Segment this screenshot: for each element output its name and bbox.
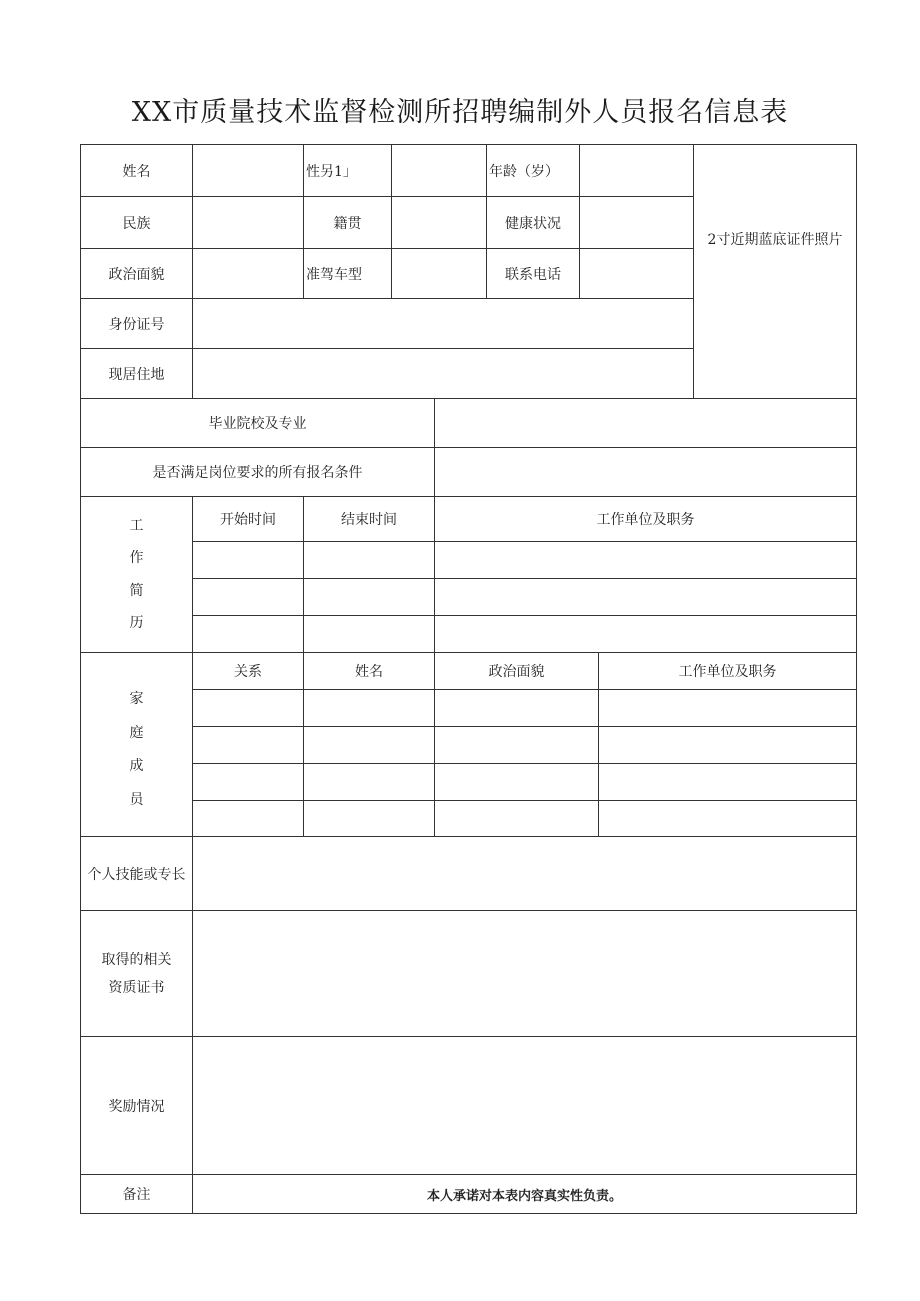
- eligibility-label: 是否满足岗位要求的所有报名条件: [80, 447, 435, 497]
- remarks-label: 备注: [80, 1174, 193, 1214]
- political-label: 政治面貌: [80, 248, 193, 299]
- family-relation-cell[interactable]: [192, 726, 304, 764]
- family-employer-cell[interactable]: [598, 726, 857, 764]
- license-label: 准驾车型: [303, 248, 392, 299]
- family-header-political: 政治面貌: [434, 652, 599, 690]
- work-employer-cell[interactable]: [434, 615, 857, 653]
- photo-box[interactable]: [693, 144, 857, 399]
- phone-label: 联系电话: [486, 248, 580, 299]
- family-char: 庭: [129, 724, 144, 741]
- skills-field[interactable]: [192, 836, 857, 911]
- work-header-end: 结束时间: [303, 496, 435, 542]
- certificates-label: [80, 910, 193, 1037]
- family-relation-cell[interactable]: [192, 689, 304, 727]
- family-header-name: 姓名: [303, 652, 435, 690]
- age-field[interactable]: [579, 144, 694, 197]
- family-char: 成: [129, 758, 144, 775]
- work-char: 历: [129, 614, 144, 631]
- id-field[interactable]: [192, 298, 694, 349]
- gender-label: 性另1」: [303, 144, 392, 197]
- work-start-cell[interactable]: [192, 615, 304, 653]
- work-char: 简: [129, 582, 144, 599]
- age-label: 年龄（岁）: [486, 144, 580, 197]
- photo-label: 2寸近期蓝底证件照片: [707, 232, 843, 248]
- form-title: XX市质量技术监督检测所招聘编制外人员报名信息表: [131, 97, 789, 128]
- work-end-cell[interactable]: [303, 578, 435, 616]
- work-end-cell[interactable]: [303, 615, 435, 653]
- health-label: 健康状况: [486, 196, 580, 249]
- name-label: 姓名: [80, 144, 193, 197]
- family-political-cell[interactable]: [434, 689, 599, 727]
- phone-field[interactable]: [579, 248, 694, 299]
- native-place-field[interactable]: [391, 196, 487, 249]
- work-start-cell[interactable]: [192, 578, 304, 616]
- family-header-relation: 关系: [192, 652, 304, 690]
- family-relation-cell[interactable]: [192, 763, 304, 801]
- political-field[interactable]: [192, 248, 304, 299]
- work-employer-cell[interactable]: [434, 541, 857, 579]
- family-name-cell[interactable]: [303, 689, 435, 727]
- ethnicity-label: 民族: [80, 196, 193, 249]
- health-field[interactable]: [579, 196, 694, 249]
- name-field[interactable]: [192, 144, 304, 197]
- family-char: 家: [129, 691, 144, 708]
- license-field[interactable]: [391, 248, 487, 299]
- work-char: 工: [129, 518, 144, 535]
- family-name-cell[interactable]: [303, 763, 435, 801]
- certificates-field[interactable]: [192, 910, 857, 1037]
- family-relation-cell[interactable]: [192, 800, 304, 837]
- family-name-cell[interactable]: [303, 726, 435, 764]
- school-label: 毕业院校及专业: [80, 398, 435, 448]
- work-start-cell[interactable]: [192, 541, 304, 579]
- family-employer-cell[interactable]: [598, 689, 857, 727]
- ethnicity-field[interactable]: [192, 196, 304, 249]
- family-header-employer: 工作单位及职务: [598, 652, 857, 690]
- family-political-cell[interactable]: [434, 800, 599, 837]
- family-char: 员: [129, 791, 144, 808]
- family-section-label: [80, 652, 193, 837]
- work-header-employer: 工作单位及职务: [434, 496, 857, 542]
- address-label: 现居住地: [80, 348, 193, 399]
- gender-field[interactable]: [391, 144, 487, 197]
- eligibility-field[interactable]: [434, 447, 857, 497]
- awards-label: 奖励情况: [80, 1036, 193, 1175]
- certificates-label-line: 资质证书: [108, 979, 165, 996]
- school-field[interactable]: [434, 398, 857, 448]
- family-employer-cell[interactable]: [598, 763, 857, 801]
- certificates-label-line: 取得的相关: [101, 951, 172, 968]
- awards-field[interactable]: [192, 1036, 857, 1175]
- work-char: 作: [129, 550, 144, 567]
- work-history-section-label: [80, 496, 193, 653]
- family-political-cell[interactable]: [434, 726, 599, 764]
- work-end-cell[interactable]: [303, 541, 435, 579]
- family-employer-cell[interactable]: [598, 800, 857, 837]
- work-employer-cell[interactable]: [434, 578, 857, 616]
- family-political-cell[interactable]: [434, 763, 599, 801]
- skills-label: 个人技能或专长: [80, 836, 193, 911]
- family-name-cell[interactable]: [303, 800, 435, 837]
- native-place-label: 籍贯: [303, 196, 392, 249]
- work-header-start: 开始时间: [192, 496, 304, 542]
- pledge-statement: 本人承诺对本表内容真实性负责。: [192, 1174, 857, 1214]
- address-field[interactable]: [192, 348, 694, 399]
- id-label: 身份证号: [80, 298, 193, 349]
